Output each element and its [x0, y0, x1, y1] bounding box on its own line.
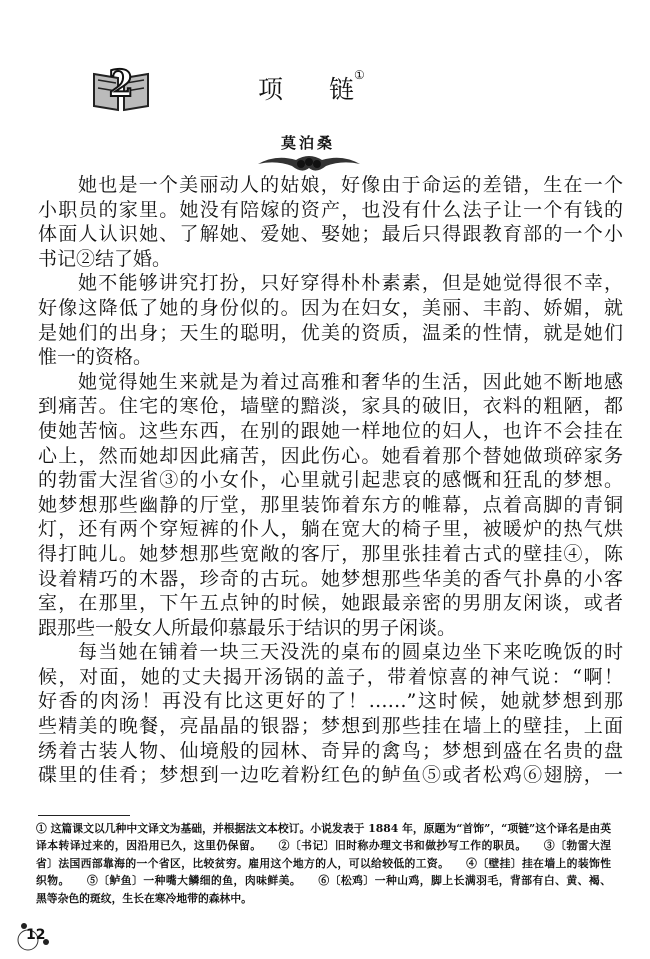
text-line: 的勃雷大涅省③的小女仆，心里就引起悲哀的感慨和狂乱的梦想。 — [38, 469, 623, 492]
text-line: 她不能够讲究打扮，只好穿得朴朴素素，但是她觉得很不幸， — [78, 272, 623, 295]
title-char-2: 链 — [329, 75, 355, 104]
text-line: 些精美的晚餐，亮晶晶的银器；梦想到那些挂在墙上的壁挂，上面 — [38, 715, 623, 738]
text-line: 室，在那里，下午五点钟的时候，她跟最亲密的男朋友闲谈，或者 — [38, 592, 623, 615]
page-title — [258, 70, 365, 106]
title-footnote-marker[interactable]: ① — [354, 68, 365, 82]
text-line: 设着精巧的木器，珍奇的古玩。她梦想那些华美的香气扑鼻的小客 — [38, 567, 623, 590]
footnote-divider — [38, 815, 130, 816]
open-book-icon — [90, 60, 152, 114]
text-line: 她也是一个美丽动人的姑娘，好像由于命运的差错，生在一个 — [78, 174, 623, 196]
paragraph — [38, 173, 623, 271]
text-line: 她觉得她生来就是为着过高雅和奢华的生活，因此她不断地感 — [78, 370, 623, 393]
footnote-line: 译本转译过来的，因沿用已久，这里仍保留。 ②〔书记〕旧时称办理文书和做抄写工作的职员。 ③〔勃雷大涅 — [36, 839, 611, 853]
paragraph — [38, 271, 623, 369]
text-line: 心上，然而她却因此痛苦，因此伤心。她看着那个替她做琐碎家务 — [38, 444, 623, 467]
text-line: 跟那些一般女人所最仰慕最乐于结识的男子闲谈。 — [38, 616, 457, 639]
text-line: 使她苦恼。这些东西，在别的跟她一样地位的妇人，也许不会挂在 — [38, 419, 623, 442]
text-line: 碟里的佳肴；梦想到一边吃着粉红色的鲈鱼⑤或者松鸡⑥翅膀，一 — [38, 764, 623, 787]
ribbon-ornament-icon — [256, 150, 362, 174]
text-line: 她梦想那些幽静的厅堂，那里装饰着东方的帷幕，点着高脚的青铜 — [38, 493, 623, 516]
text-line: 书记②结了婚。 — [38, 247, 172, 270]
text-line: 惟一的资格。 — [38, 346, 153, 369]
text-line: 小职员的家里。她没有陪嫁的资产，也没有什么法子让一个有钱的 — [38, 198, 623, 221]
page-number-text: 12 — [26, 927, 46, 943]
text-line: 候，对面，她的丈夫揭开汤锅的盖子，带着惊喜的神气说：“啊！ — [38, 665, 623, 688]
text-line: 每当她在铺着一块三天没洗的桌布的圆桌边坐下来吃晚饭的时 — [78, 641, 623, 664]
paragraph — [38, 640, 623, 788]
text-line: 好香的肉汤！再没有比这更好的了！……”这时候，她就梦想到那 — [38, 690, 623, 713]
article-body — [38, 173, 623, 788]
lesson-number-badge — [90, 60, 152, 114]
text-line: 得打盹儿。她梦想那些宽敞的客厅，那里张挂着古式的壁挂④，陈 — [38, 542, 623, 565]
text-line: 到痛苦。住宅的寒伧，墙壁的黯淡，家具的破旧，衣料的粗陋，都 — [38, 395, 623, 418]
footnote-line: 省〕法国西部靠海的一个省区，比较贫穷。雇用这个地方的人，可以给较低的工资。 ④〔壁挂〕挂在墙上的装饰性 — [36, 856, 611, 870]
text-line: 绣着古装人物、仙境般的园林、奇异的禽鸟；梦想到盛在名贵的盘 — [38, 739, 623, 762]
footnote-line: ① 这篇课文以几种中文译文为基础，并根据法文本校订。小说发表于 1884 年，原题为“首饰”，“项链”这个译名是由英 — [36, 822, 611, 835]
text-line: 灯，还有两个穿短裤的仆人，躺在宽大的椅子里，被暖炉的热气烘 — [38, 518, 623, 541]
paragraph — [38, 370, 623, 641]
page-number — [14, 922, 54, 952]
author-name: 莫泊桑 — [281, 134, 336, 152]
text-line: 是她们的出身；天生的聪明，优美的资质，温柔的性情，就是她们 — [38, 321, 623, 344]
footnote-line: 黑等杂色的斑纹，生长在寒冷地带的森林中。 — [36, 891, 252, 905]
footnote-line: 织物。 ⑤〔鲈鱼〕一种嘴大鳞细的鱼，肉味鲜美。 ⑥〔松鸡〕一种山鸡，脚上长满羽毛，背部有白、黄、褐、 — [36, 874, 611, 888]
text-line: 体面人认识她、了解她、爱她、娶她；最后只得跟教育部的一个小 — [38, 223, 623, 246]
footnotes — [36, 820, 611, 907]
text-line: 好像这降低了她的身份似的。因为在妇女，美丽、丰韵、娇媚，就 — [38, 296, 623, 319]
lesson-number: 2 — [108, 63, 134, 105]
title-char-1: 项 — [258, 75, 284, 104]
